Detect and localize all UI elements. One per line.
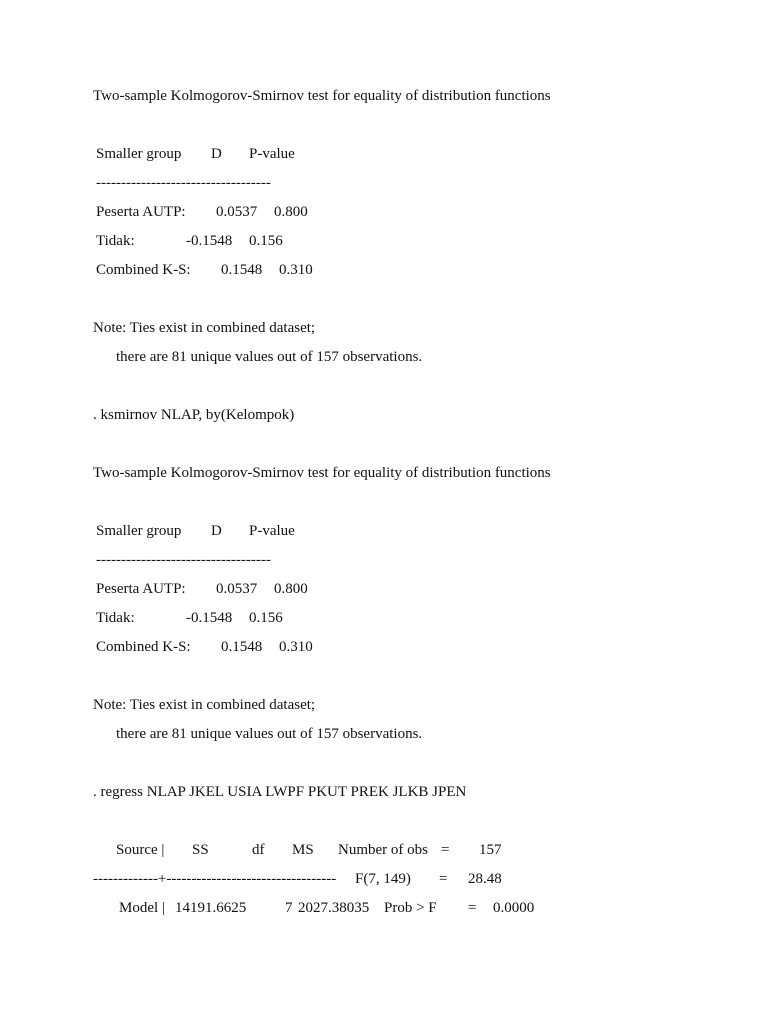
row-d: 0.0537 xyxy=(216,204,258,220)
regress-prob-eq: = xyxy=(468,900,477,916)
row-label: Tidak: xyxy=(96,233,135,249)
command-regress: . regress NLAP JKEL USIA LWPF PKUT PREK JLKB JPEN xyxy=(93,784,467,800)
row-d: -0.1548 xyxy=(186,610,233,626)
note-line-1: Note: Ties exist in combined dataset; xyxy=(93,320,316,336)
row-d: -0.1548 xyxy=(186,233,233,249)
regress-nobs-value: 157 xyxy=(479,842,502,858)
header-p-value: P-value xyxy=(249,146,295,162)
header-smaller-group: Smaller group xyxy=(96,146,182,162)
regress-header-source: Source | xyxy=(116,842,165,858)
regress-model-ss: 14191.6625 xyxy=(175,900,247,916)
regress-model-df: 7 xyxy=(285,900,293,916)
note-line-2: there are 81 unique values out of 157 observations. xyxy=(116,726,423,742)
regress-prob-label: Prob > F xyxy=(384,900,437,916)
row-d: 0.1548 xyxy=(221,639,263,655)
regress-prob-value: 0.0000 xyxy=(493,900,535,916)
regress-header-df: df xyxy=(252,842,265,858)
regress-model-label: Model | xyxy=(119,900,165,916)
regress-f-label: F(7, 149) xyxy=(355,871,411,887)
row-label: Combined K-S: xyxy=(96,639,191,655)
regress-f-value: 28.48 xyxy=(468,871,502,887)
row-p: 0.156 xyxy=(249,610,283,626)
regress-divider: -------------+---------------------------------- xyxy=(93,871,337,887)
header-d: D xyxy=(211,523,222,539)
row-p: 0.310 xyxy=(279,262,313,278)
row-label: Peserta AUTP: xyxy=(96,581,186,597)
note-line-1: Note: Ties exist in combined dataset; xyxy=(93,697,316,713)
row-d: 0.0537 xyxy=(216,581,258,597)
header-p-value: P-value xyxy=(249,523,295,539)
row-label: Combined K-S: xyxy=(96,262,191,278)
table-divider: ----------------------------------- xyxy=(96,175,271,191)
note-line-2: there are 81 unique values out of 157 observations. xyxy=(116,349,423,365)
row-d: 0.1548 xyxy=(221,262,263,278)
ks-title-1: Two-sample Kolmogorov-Smirnov test for equality of distribution functions xyxy=(93,88,551,104)
row-p: 0.156 xyxy=(249,233,283,249)
regress-f-eq: = xyxy=(439,871,448,887)
command-ksmirnov: . ksmirnov NLAP, by(Kelompok) xyxy=(93,407,295,423)
regress-header-eq: = xyxy=(441,842,450,858)
header-smaller-group: Smaller group xyxy=(96,523,182,539)
header-d: D xyxy=(211,146,222,162)
regress-header-ms: MS xyxy=(292,842,314,858)
row-p: 0.800 xyxy=(274,204,308,220)
table-divider: ----------------------------------- xyxy=(96,552,271,568)
regress-model-ms: 2027.38035 xyxy=(298,900,370,916)
row-label: Peserta AUTP: xyxy=(96,204,186,220)
ks-title-2: Two-sample Kolmogorov-Smirnov test for equality of distribution functions xyxy=(93,465,551,481)
row-label: Tidak: xyxy=(96,610,135,626)
row-p: 0.310 xyxy=(279,639,313,655)
row-p: 0.800 xyxy=(274,581,308,597)
regress-header-ss: SS xyxy=(192,842,209,858)
regress-header-nobs: Number of obs xyxy=(338,842,428,858)
